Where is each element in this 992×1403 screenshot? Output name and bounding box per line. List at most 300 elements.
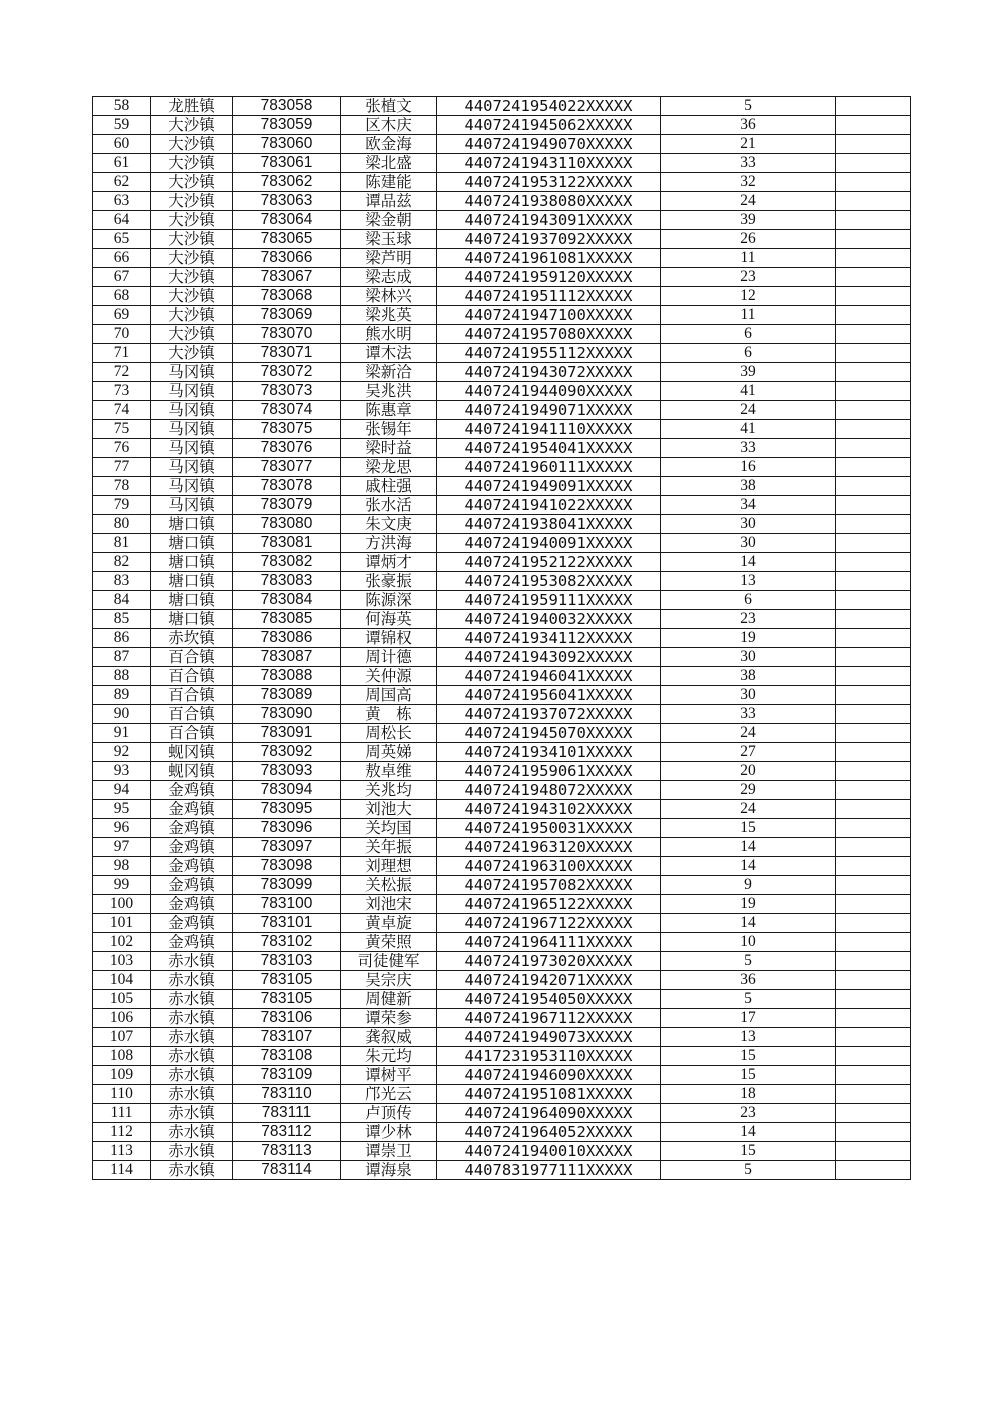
empty-cell xyxy=(836,306,911,325)
value-cell: 41 xyxy=(661,382,836,401)
person-name-cell: 梁北盛 xyxy=(341,154,437,173)
town-cell: 马冈镇 xyxy=(151,382,233,401)
town-cell: 大沙镇 xyxy=(151,287,233,306)
row-number: 106 xyxy=(93,1009,151,1028)
code-cell: 783070 xyxy=(233,325,341,344)
value-cell: 14 xyxy=(661,553,836,572)
row-number: 88 xyxy=(93,667,151,686)
empty-cell xyxy=(836,743,911,762)
code-cell: 783069 xyxy=(233,306,341,325)
table-row xyxy=(93,135,911,154)
code-cell: 783105 xyxy=(233,990,341,1009)
row-number: 76 xyxy=(93,439,151,458)
table-row xyxy=(93,382,911,401)
table-row xyxy=(93,838,911,857)
empty-cell xyxy=(836,1047,911,1066)
town-cell: 大沙镇 xyxy=(151,173,233,192)
value-cell: 36 xyxy=(661,971,836,990)
empty-cell xyxy=(836,895,911,914)
empty-cell xyxy=(836,838,911,857)
person-name-cell: 谭少林 xyxy=(341,1123,437,1142)
town-cell: 赤水镇 xyxy=(151,1028,233,1047)
person-name-cell: 张锡年 xyxy=(341,420,437,439)
code-cell: 783060 xyxy=(233,135,341,154)
table-row xyxy=(93,173,911,192)
town-cell: 塘口镇 xyxy=(151,515,233,534)
empty-cell xyxy=(836,496,911,515)
id-number-cell: 4407241934112XXXXX xyxy=(437,629,661,648)
row-number: 113 xyxy=(93,1142,151,1161)
table-row xyxy=(93,724,911,743)
id-number-cell: 4407241957082XXXXX xyxy=(437,876,661,895)
empty-cell xyxy=(836,154,911,173)
empty-cell xyxy=(836,173,911,192)
row-number: 78 xyxy=(93,477,151,496)
value-cell: 29 xyxy=(661,781,836,800)
id-number-cell: 4407241949091XXXXX xyxy=(437,477,661,496)
value-cell: 30 xyxy=(661,686,836,705)
table-row xyxy=(93,1085,911,1104)
town-cell: 百合镇 xyxy=(151,705,233,724)
row-number: 95 xyxy=(93,800,151,819)
id-number-cell: 4407241946090XXXXX xyxy=(437,1066,661,1085)
code-cell: 783085 xyxy=(233,610,341,629)
value-cell: 33 xyxy=(661,439,836,458)
id-number-cell: 4407241945062XXXXX xyxy=(437,116,661,135)
town-cell: 龙胜镇 xyxy=(151,97,233,116)
value-cell: 23 xyxy=(661,1104,836,1123)
person-name-cell: 关兆均 xyxy=(341,781,437,800)
row-number: 111 xyxy=(93,1104,151,1123)
value-cell: 27 xyxy=(661,743,836,762)
id-number-cell: 4407241964052XXXXX xyxy=(437,1123,661,1142)
id-number-cell: 4407831977111XXXXX xyxy=(437,1161,661,1180)
code-cell: 783076 xyxy=(233,439,341,458)
id-number-cell: 4407241961081XXXXX xyxy=(437,249,661,268)
person-name-cell: 张植文 xyxy=(341,97,437,116)
id-number-cell: 4407241963120XXXXX xyxy=(437,838,661,857)
id-number-cell: 4407241941110XXXXX xyxy=(437,420,661,439)
value-cell: 13 xyxy=(661,572,836,591)
town-cell: 马冈镇 xyxy=(151,401,233,420)
town-cell: 金鸡镇 xyxy=(151,781,233,800)
id-number-cell: 4407241943092XXXXX xyxy=(437,648,661,667)
person-name-cell: 朱元均 xyxy=(341,1047,437,1066)
code-cell: 783073 xyxy=(233,382,341,401)
id-number-cell: 4407241956041XXXXX xyxy=(437,686,661,705)
value-cell: 32 xyxy=(661,173,836,192)
table-row xyxy=(93,591,911,610)
town-cell: 百合镇 xyxy=(151,686,233,705)
person-name-cell: 梁兆英 xyxy=(341,306,437,325)
empty-cell xyxy=(836,1123,911,1142)
empty-cell xyxy=(836,1085,911,1104)
id-number-cell: 4407241944090XXXXX xyxy=(437,382,661,401)
person-name-cell: 谭崇卫 xyxy=(341,1142,437,1161)
table-row xyxy=(93,705,911,724)
person-name-cell: 敖卓维 xyxy=(341,762,437,781)
person-name-cell: 吴兆洪 xyxy=(341,382,437,401)
id-number-cell: 4407241942071XXXXX xyxy=(437,971,661,990)
empty-cell xyxy=(836,591,911,610)
roster-table xyxy=(92,96,911,1180)
row-number: 90 xyxy=(93,705,151,724)
value-cell: 5 xyxy=(661,952,836,971)
code-cell: 783101 xyxy=(233,914,341,933)
code-cell: 783100 xyxy=(233,895,341,914)
empty-cell xyxy=(836,990,911,1009)
empty-cell xyxy=(836,1028,911,1047)
person-name-cell: 关松振 xyxy=(341,876,437,895)
table-row xyxy=(93,1142,911,1161)
table-row xyxy=(93,154,911,173)
value-cell: 30 xyxy=(661,515,836,534)
person-name-cell: 方洪海 xyxy=(341,534,437,553)
id-number-cell: 4407241947100XXXXX xyxy=(437,306,661,325)
table-row xyxy=(93,458,911,477)
person-name-cell: 陈建能 xyxy=(341,173,437,192)
table-row xyxy=(93,819,911,838)
code-cell: 783107 xyxy=(233,1028,341,1047)
id-number-cell: 4407241963100XXXXX xyxy=(437,857,661,876)
empty-cell xyxy=(836,857,911,876)
row-number: 61 xyxy=(93,154,151,173)
table-row xyxy=(93,1104,911,1123)
id-number-cell: 4407241964111XXXXX xyxy=(437,933,661,952)
empty-cell xyxy=(836,401,911,420)
code-cell: 783079 xyxy=(233,496,341,515)
town-cell: 大沙镇 xyxy=(151,135,233,154)
table-row xyxy=(93,116,911,135)
town-cell: 大沙镇 xyxy=(151,230,233,249)
empty-cell xyxy=(836,211,911,230)
value-cell: 33 xyxy=(661,154,836,173)
empty-cell xyxy=(836,135,911,154)
row-number: 58 xyxy=(93,97,151,116)
row-number: 107 xyxy=(93,1028,151,1047)
id-number-cell: 4407241964090XXXXX xyxy=(437,1104,661,1123)
table-row xyxy=(93,249,911,268)
code-cell: 783071 xyxy=(233,344,341,363)
code-cell: 783113 xyxy=(233,1142,341,1161)
person-name-cell: 区木庆 xyxy=(341,116,437,135)
empty-cell xyxy=(836,325,911,344)
id-number-cell: 4407241950031XXXXX xyxy=(437,819,661,838)
town-cell: 大沙镇 xyxy=(151,211,233,230)
empty-cell xyxy=(836,1142,911,1161)
row-number: 63 xyxy=(93,192,151,211)
table-row xyxy=(93,1066,911,1085)
value-cell: 15 xyxy=(661,1066,836,1085)
row-number: 59 xyxy=(93,116,151,135)
town-cell: 大沙镇 xyxy=(151,116,233,135)
empty-cell xyxy=(836,667,911,686)
person-name-cell: 关仲源 xyxy=(341,667,437,686)
town-cell: 百合镇 xyxy=(151,667,233,686)
value-cell: 24 xyxy=(661,800,836,819)
row-number: 84 xyxy=(93,591,151,610)
town-cell: 塘口镇 xyxy=(151,553,233,572)
person-name-cell: 刘池大 xyxy=(341,800,437,819)
id-number-cell: 4407241967122XXXXX xyxy=(437,914,661,933)
person-name-cell: 朱文庚 xyxy=(341,515,437,534)
town-cell: 蚬冈镇 xyxy=(151,743,233,762)
value-cell: 30 xyxy=(661,534,836,553)
person-name-cell: 何海英 xyxy=(341,610,437,629)
person-name-cell: 梁芦明 xyxy=(341,249,437,268)
code-cell: 783062 xyxy=(233,173,341,192)
table-row xyxy=(93,325,911,344)
town-cell: 赤水镇 xyxy=(151,1047,233,1066)
person-name-cell: 周国高 xyxy=(341,686,437,705)
table-row xyxy=(93,686,911,705)
code-cell: 783064 xyxy=(233,211,341,230)
code-cell: 783080 xyxy=(233,515,341,534)
person-name-cell: 卢顶传 xyxy=(341,1104,437,1123)
value-cell: 33 xyxy=(661,705,836,724)
row-number: 79 xyxy=(93,496,151,515)
id-number-cell: 4407241973020XXXXX xyxy=(437,952,661,971)
id-number-cell: 4407241959111XXXXX xyxy=(437,591,661,610)
town-cell: 大沙镇 xyxy=(151,306,233,325)
empty-cell xyxy=(836,1066,911,1085)
table-row xyxy=(93,211,911,230)
row-number: 86 xyxy=(93,629,151,648)
code-cell: 783074 xyxy=(233,401,341,420)
table-row xyxy=(93,629,911,648)
id-number-cell: 4407241949070XXXXX xyxy=(437,135,661,154)
value-cell: 10 xyxy=(661,933,836,952)
row-number: 83 xyxy=(93,572,151,591)
value-cell: 11 xyxy=(661,306,836,325)
code-cell: 783058 xyxy=(233,97,341,116)
empty-cell xyxy=(836,933,911,952)
value-cell: 16 xyxy=(661,458,836,477)
table-row xyxy=(93,933,911,952)
person-name-cell: 周健新 xyxy=(341,990,437,1009)
town-cell: 百合镇 xyxy=(151,648,233,667)
table-row xyxy=(93,1047,911,1066)
table-row xyxy=(93,363,911,382)
table-row xyxy=(93,572,911,591)
row-number: 103 xyxy=(93,952,151,971)
empty-cell xyxy=(836,363,911,382)
empty-cell xyxy=(836,762,911,781)
empty-cell xyxy=(836,876,911,895)
code-cell: 783059 xyxy=(233,116,341,135)
town-cell: 大沙镇 xyxy=(151,344,233,363)
id-number-cell: 4407241938080XXXXX xyxy=(437,192,661,211)
code-cell: 783068 xyxy=(233,287,341,306)
table-row xyxy=(93,1161,911,1180)
table-row xyxy=(93,439,911,458)
value-cell: 39 xyxy=(661,211,836,230)
town-cell: 赤水镇 xyxy=(151,990,233,1009)
town-cell: 大沙镇 xyxy=(151,192,233,211)
person-name-cell: 龚叙威 xyxy=(341,1028,437,1047)
town-cell: 马冈镇 xyxy=(151,363,233,382)
code-cell: 783103 xyxy=(233,952,341,971)
table-row xyxy=(93,192,911,211)
value-cell: 5 xyxy=(661,97,836,116)
id-number-cell: 4407241949073XXXXX xyxy=(437,1028,661,1047)
person-name-cell: 梁新洽 xyxy=(341,363,437,382)
row-number: 93 xyxy=(93,762,151,781)
town-cell: 大沙镇 xyxy=(151,325,233,344)
town-cell: 赤水镇 xyxy=(151,1009,233,1028)
code-cell: 783061 xyxy=(233,154,341,173)
value-cell: 18 xyxy=(661,1085,836,1104)
value-cell: 17 xyxy=(661,1009,836,1028)
town-cell: 马冈镇 xyxy=(151,458,233,477)
empty-cell xyxy=(836,553,911,572)
town-cell: 塘口镇 xyxy=(151,534,233,553)
person-name-cell: 刘池宋 xyxy=(341,895,437,914)
id-number-cell: 4407241954022XXXXX xyxy=(437,97,661,116)
code-cell: 783095 xyxy=(233,800,341,819)
code-cell: 783106 xyxy=(233,1009,341,1028)
row-number: 67 xyxy=(93,268,151,287)
row-number: 110 xyxy=(93,1085,151,1104)
empty-cell xyxy=(836,287,911,306)
town-cell: 赤水镇 xyxy=(151,1104,233,1123)
empty-cell xyxy=(836,781,911,800)
table-row xyxy=(93,344,911,363)
value-cell: 6 xyxy=(661,344,836,363)
table-row xyxy=(93,800,911,819)
table-row xyxy=(93,268,911,287)
id-number-cell: 4407241940091XXXXX xyxy=(437,534,661,553)
person-name-cell: 关年振 xyxy=(341,838,437,857)
row-number: 74 xyxy=(93,401,151,420)
town-cell: 金鸡镇 xyxy=(151,933,233,952)
id-number-cell: 4407241960111XXXXX xyxy=(437,458,661,477)
table-row xyxy=(93,610,911,629)
row-number: 65 xyxy=(93,230,151,249)
code-cell: 783086 xyxy=(233,629,341,648)
value-cell: 24 xyxy=(661,401,836,420)
town-cell: 赤水镇 xyxy=(151,1085,233,1104)
person-name-cell: 吴宗庆 xyxy=(341,971,437,990)
value-cell: 15 xyxy=(661,1047,836,1066)
person-name-cell: 谭树平 xyxy=(341,1066,437,1085)
town-cell: 大沙镇 xyxy=(151,154,233,173)
row-number: 108 xyxy=(93,1047,151,1066)
value-cell: 26 xyxy=(661,230,836,249)
empty-cell xyxy=(836,705,911,724)
empty-cell xyxy=(836,192,911,211)
empty-cell xyxy=(836,344,911,363)
person-name-cell: 谭荣参 xyxy=(341,1009,437,1028)
row-number: 94 xyxy=(93,781,151,800)
empty-cell xyxy=(836,382,911,401)
empty-cell xyxy=(836,116,911,135)
value-cell: 11 xyxy=(661,249,836,268)
row-number: 96 xyxy=(93,819,151,838)
table-row xyxy=(93,477,911,496)
value-cell: 41 xyxy=(661,420,836,439)
town-cell: 金鸡镇 xyxy=(151,857,233,876)
value-cell: 5 xyxy=(661,1161,836,1180)
town-cell: 百合镇 xyxy=(151,724,233,743)
id-number-cell: 4407241965122XXXXX xyxy=(437,895,661,914)
row-number: 80 xyxy=(93,515,151,534)
table-row xyxy=(93,876,911,895)
person-name-cell: 周计德 xyxy=(341,648,437,667)
empty-cell xyxy=(836,249,911,268)
town-cell: 赤水镇 xyxy=(151,1161,233,1180)
row-number: 77 xyxy=(93,458,151,477)
town-cell: 大沙镇 xyxy=(151,268,233,287)
town-cell: 金鸡镇 xyxy=(151,876,233,895)
value-cell: 12 xyxy=(661,287,836,306)
value-cell: 34 xyxy=(661,496,836,515)
row-number: 92 xyxy=(93,743,151,762)
id-number-cell: 4407241943102XXXXX xyxy=(437,800,661,819)
person-name-cell: 欧金海 xyxy=(341,135,437,154)
table-row xyxy=(93,914,911,933)
value-cell: 15 xyxy=(661,1142,836,1161)
id-number-cell: 4407241943091XXXXX xyxy=(437,211,661,230)
id-number-cell: 4407241940010XXXXX xyxy=(437,1142,661,1161)
code-cell: 783094 xyxy=(233,781,341,800)
code-cell: 783096 xyxy=(233,819,341,838)
person-name-cell: 黄荣照 xyxy=(341,933,437,952)
code-cell: 783088 xyxy=(233,667,341,686)
table-row xyxy=(93,1009,911,1028)
row-number: 68 xyxy=(93,287,151,306)
code-cell: 783092 xyxy=(233,743,341,762)
table-row xyxy=(93,553,911,572)
code-cell: 783067 xyxy=(233,268,341,287)
table-row xyxy=(93,743,911,762)
empty-cell xyxy=(836,914,911,933)
table-row xyxy=(93,420,911,439)
value-cell: 6 xyxy=(661,325,836,344)
table-row xyxy=(93,515,911,534)
value-cell: 19 xyxy=(661,895,836,914)
code-cell: 783078 xyxy=(233,477,341,496)
value-cell: 39 xyxy=(661,363,836,382)
row-number: 112 xyxy=(93,1123,151,1142)
row-number: 75 xyxy=(93,420,151,439)
empty-cell xyxy=(836,952,911,971)
town-cell: 金鸡镇 xyxy=(151,800,233,819)
row-number: 91 xyxy=(93,724,151,743)
code-cell: 783105 xyxy=(233,971,341,990)
table-row xyxy=(93,496,911,515)
town-cell: 大沙镇 xyxy=(151,249,233,268)
row-number: 85 xyxy=(93,610,151,629)
person-name-cell: 黄 栋 xyxy=(341,705,437,724)
value-cell: 24 xyxy=(661,724,836,743)
value-cell: 15 xyxy=(661,819,836,838)
code-cell: 783077 xyxy=(233,458,341,477)
value-cell: 23 xyxy=(661,610,836,629)
empty-cell xyxy=(836,686,911,705)
town-cell: 金鸡镇 xyxy=(151,914,233,933)
person-name-cell: 谭锦权 xyxy=(341,629,437,648)
empty-cell xyxy=(836,572,911,591)
person-name-cell: 梁志成 xyxy=(341,268,437,287)
person-name-cell: 陈惠章 xyxy=(341,401,437,420)
value-cell: 38 xyxy=(661,477,836,496)
id-number-cell: 4407241953082XXXXX xyxy=(437,572,661,591)
table-row xyxy=(93,287,911,306)
code-cell: 783063 xyxy=(233,192,341,211)
code-cell: 783091 xyxy=(233,724,341,743)
id-number-cell: 4407241959120XXXXX xyxy=(437,268,661,287)
